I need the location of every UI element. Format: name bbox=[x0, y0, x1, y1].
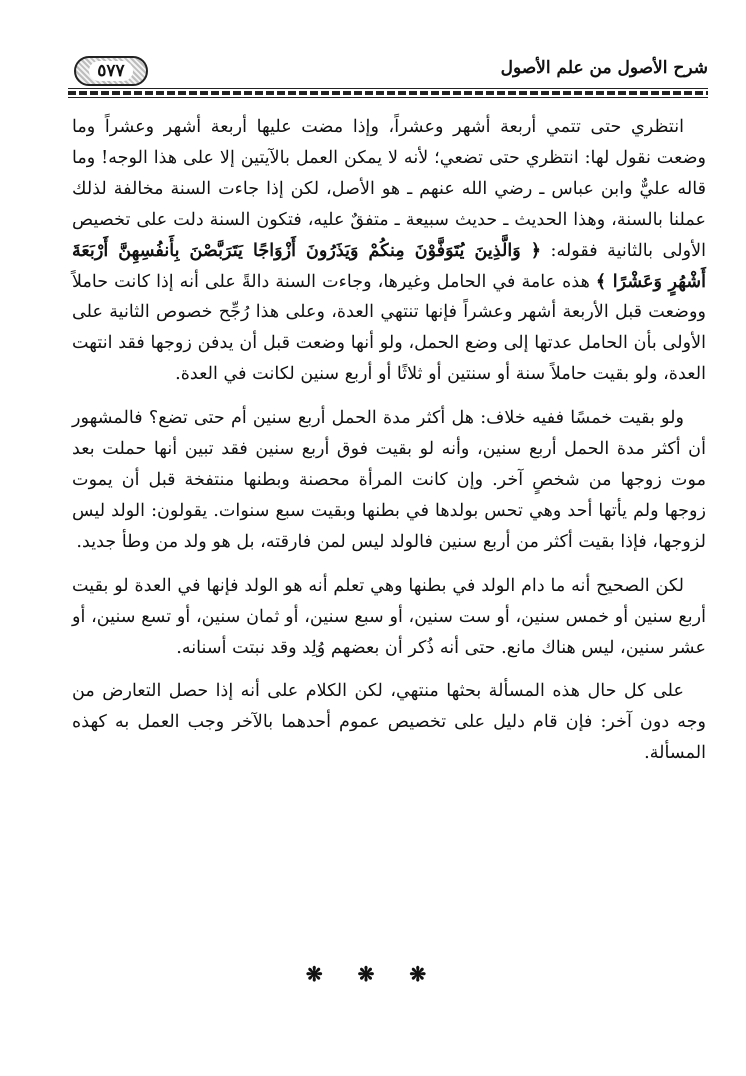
paragraph-3-text: لكن الصحيح أنه ما دام الولد في بطنها وهي تعلم أنه هو الولد فإنها في العدة لو بقيت أربع سنين أو خمس سنين، أو ست سنين، أو سبع سنين، أو ثمان سنين، أو تسع سنين، أو عشر سنين، ليس هناك مانع. حتى أنه ذُكر أن بعضهم وُلِد وقد نبتت أسنانه. bbox=[72, 575, 706, 658]
paragraph-1-text-b: هذه عامة في الحامل وغيرها، وجاءت السنة دالةً على أنه إذا كانت حاملاً ووضعت قبل الأربعة أشهر وعشراً فإنها تنتهي العدة، وعلى هذا رُجِّح خصوص الثانية على الأولى بأن الحامل عدتها إلى وضع الحمل، ولو أنها وضعت قبل أن يدفن زوجها فقد انتهت العدة، ولو بقيت حاملاً سنة أو سنتين أو ثلاثًا أو أربع سنين لكانت في العدة. bbox=[72, 271, 706, 385]
paragraph-3 bbox=[72, 571, 706, 664]
paragraph-1-text-a: انتظري حتى تتمي أربعة أشهر وعشراً، وإذا مضت عليها أربعة أشهر وعشراً وما وضعت نقول لها: انتظري حتى تضعي؛ لأنه لا يمكن العمل بالآيتين إلا على هذا الوجه! وما قاله عليٌّ وابن عباس ـ رضي الله عنهم ـ هو الأصل، لكن إذا جاءت السنة مخالفة لذلك عملنا بالسنة، وهذا الحديث ـ حديث سبيعة ـ متفقٌ عليه، فتكون السنة دلت على تخصيص الأولى بالثانية فقوله: bbox=[72, 117, 706, 261]
page-number: ٥٧٧ bbox=[89, 61, 132, 81]
header-rule-top bbox=[68, 88, 708, 89]
page-number-badge bbox=[74, 56, 148, 86]
paragraph-2-text: ولو بقيت خمسًا ففيه خلاف: هل أكثر مدة الحمل أربع سنين أم حتى تضع؟ فالمشهور أن أكثر مدة الحمل أربع سنين، وأنه لو بقيت فوق أربع سنين فقد تبين أنها حملت بعد موت زوجها من شخصٍ آخر. وإن كانت المرأة محصنة وبطنها منتفخة قبل أن يموت زوجها ولم يأتها أحد وهي تحس بولدها في بطنها وبقيت سبع سنوات. يقولون: الولد ليس لزوجها، فإذا بقيت أكثر من أربع سنين فالولد ليس لمن فارقته، بل هو ولد من وطأ جديد. bbox=[72, 408, 706, 552]
header-rule-dashed bbox=[68, 91, 708, 95]
paragraph-1 bbox=[72, 112, 706, 390]
header-rule-bottom bbox=[68, 97, 708, 98]
running-title: شرح الأصول من علم الأصول bbox=[500, 58, 708, 78]
body-text bbox=[72, 112, 706, 769]
section-end-ornament: ❋ ❋ ❋ bbox=[305, 962, 441, 986]
quran-verse: ﴿ وَالَّذِينَ يُتَوَفَّوْنَ مِنكُمْ وَيَذَرُونَ أَزْوَاجًا يَتَرَبَّصْنَ بِأَنفُسِهِنَّ أَرْبَعَةَ أَشْهُرٍ وَعَشْرًا ﴾ bbox=[72, 239, 706, 292]
paragraph-2 bbox=[72, 403, 706, 558]
page-header bbox=[68, 52, 708, 92]
paragraph-4 bbox=[72, 676, 706, 769]
paragraph-4-text: على كل حال هذه المسألة بحثها منتهي، لكن الكلام على أنه إذا حصل التعارض من وجه دون آخر: فإن قام دليل على تخصيص عموم أحدهما بالآخر وجب العمل به كهذه المسألة. bbox=[72, 681, 706, 764]
